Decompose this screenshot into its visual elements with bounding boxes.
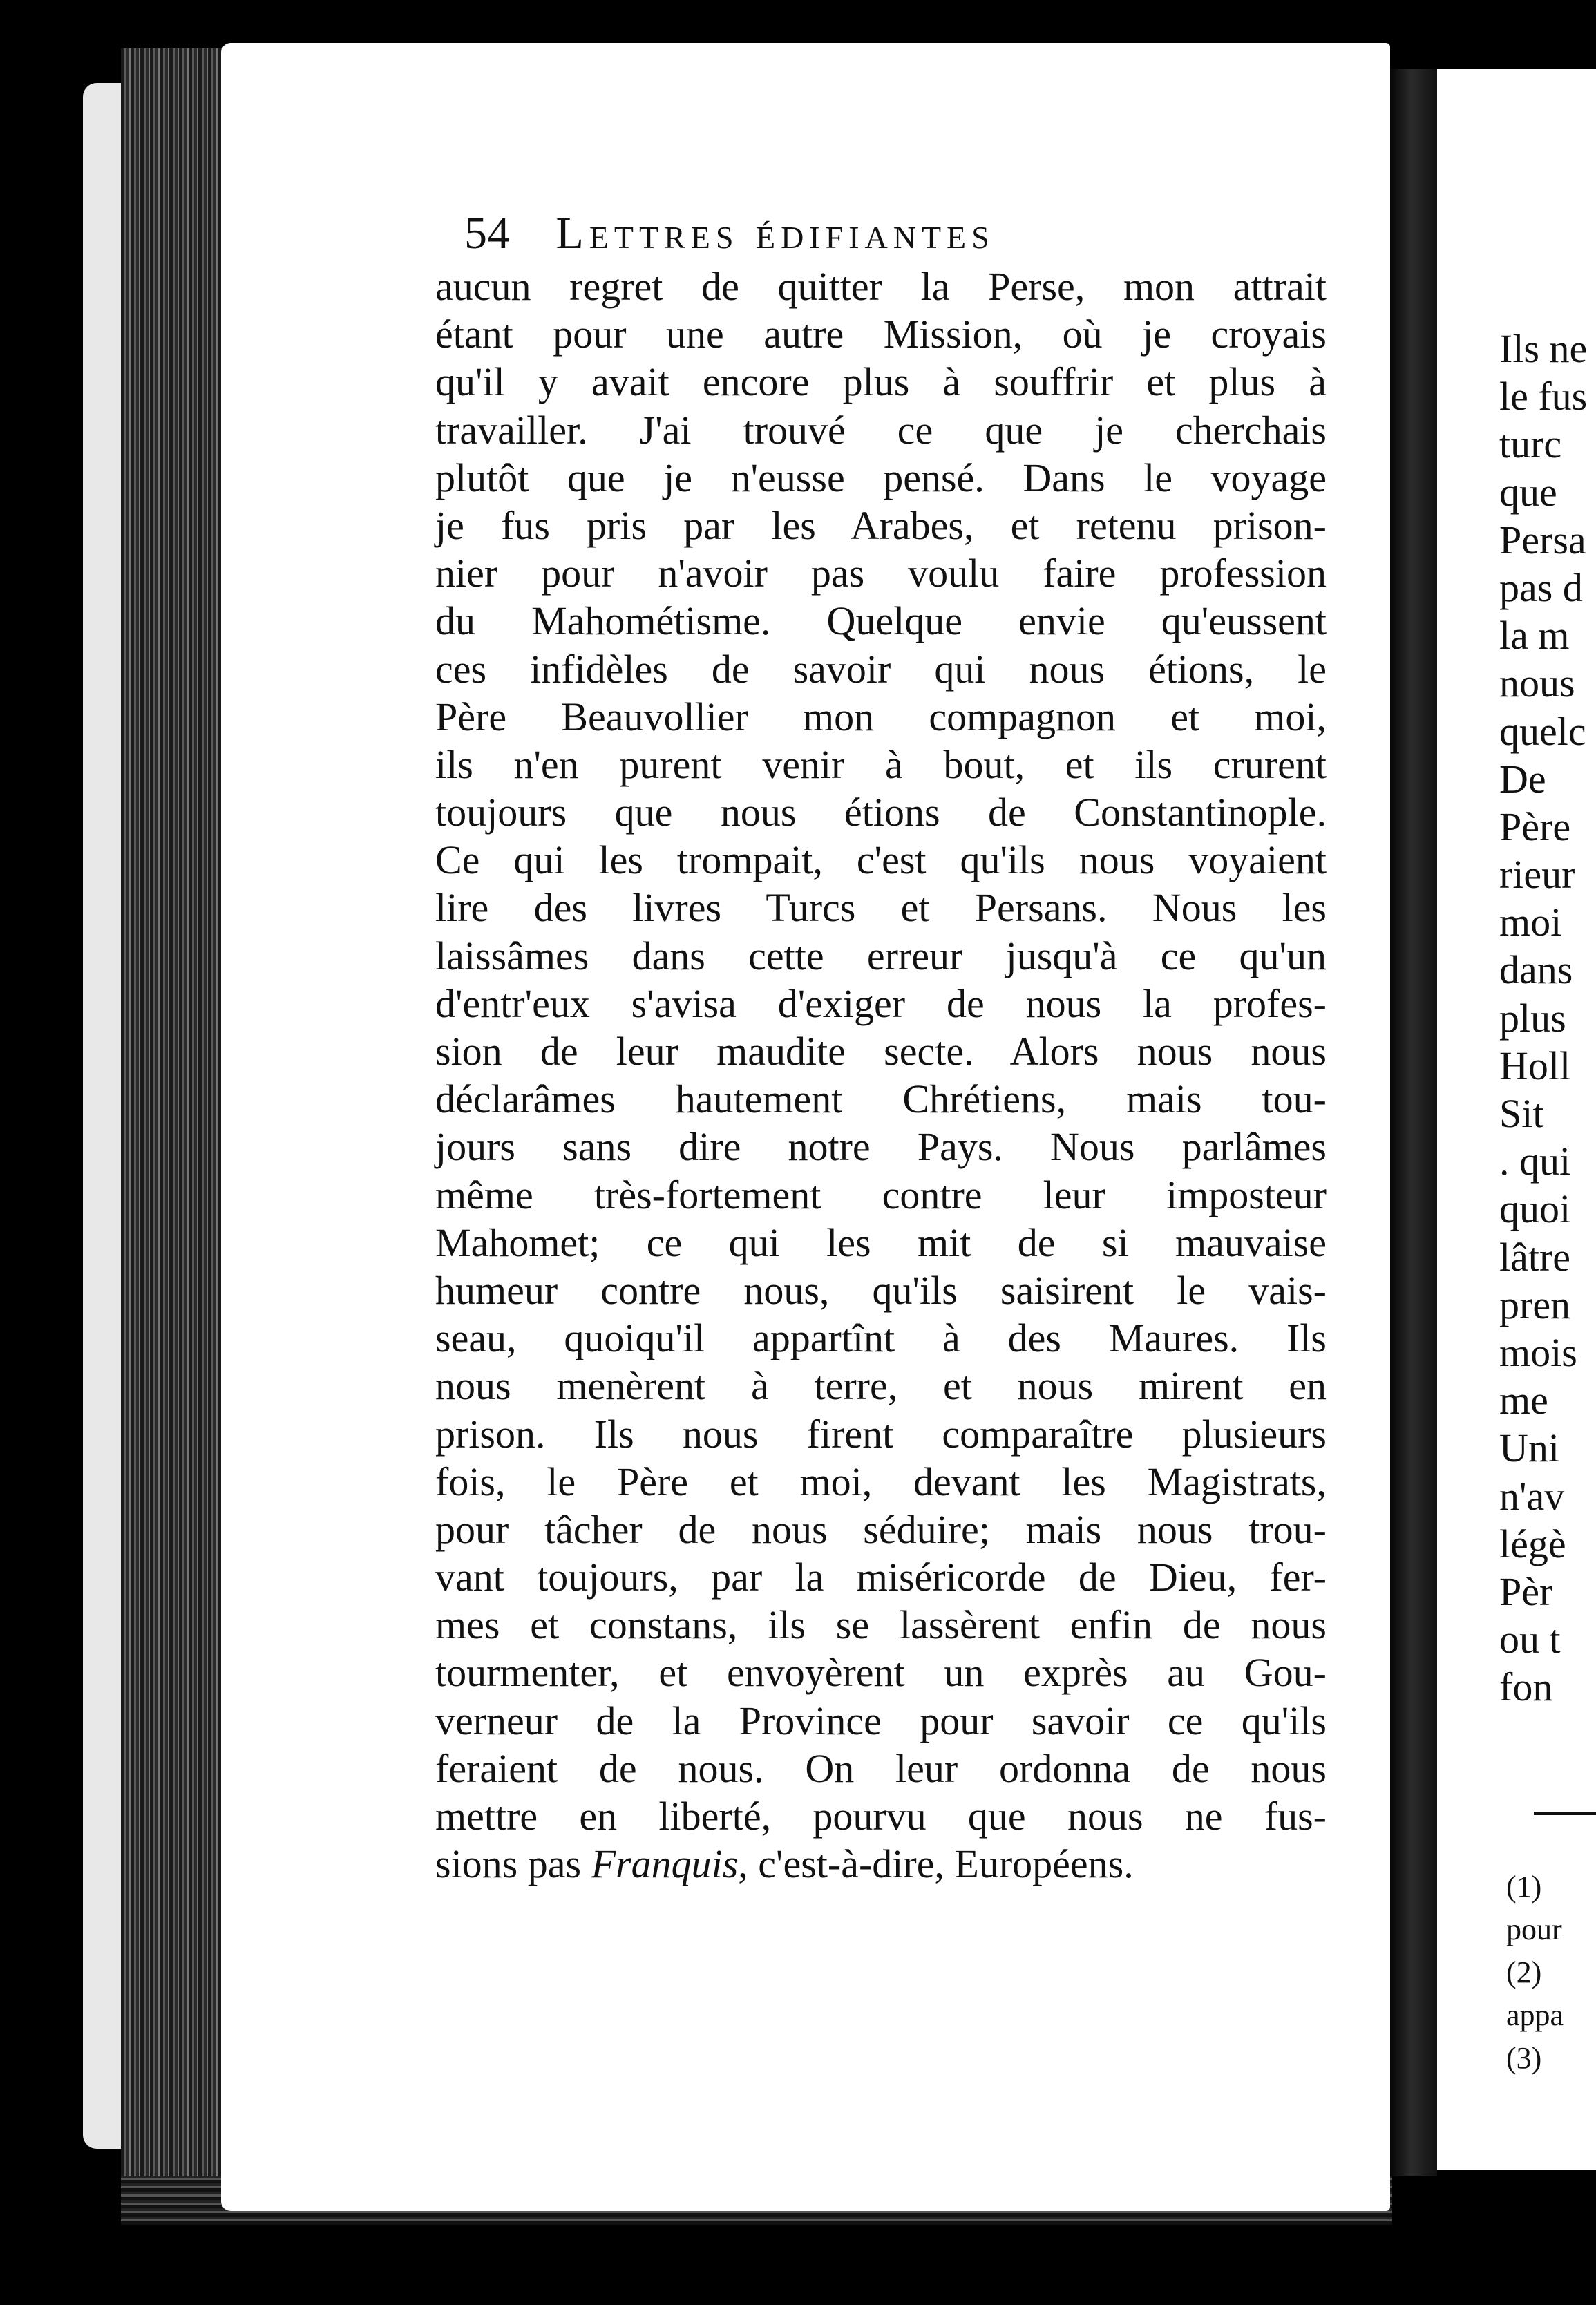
text-segment: sions pas (435, 1841, 582, 1887)
text-line: Persa (1499, 517, 1586, 562)
text-line: le fus (1499, 374, 1588, 419)
text-line: ces infidèles de savoir qui nous étions, le (435, 646, 1327, 692)
italic-word: Franquis (591, 1841, 739, 1887)
text-line: étant pour une autre Mission, où je croyais (435, 312, 1327, 357)
text-line: feraient de nous. On leur ordonna de nous (435, 1745, 1327, 1791)
text-line: . qui (1499, 1139, 1571, 1184)
page-header (464, 207, 995, 269)
text-line: moi (1499, 900, 1562, 945)
text-line: Holl (1499, 1043, 1571, 1088)
text-line: Ils ne (1499, 326, 1588, 371)
body-text (435, 263, 1327, 1888)
text-line: vant toujours, par la miséricorde de Dieu, fer- (435, 1555, 1327, 1600)
text-line: ils n'en purent venir à bout, et ils crurent (435, 741, 1327, 787)
text-line: déclarâmes hautement Chrétiens, mais tou- (435, 1076, 1327, 1122)
text-line: pren (1499, 1282, 1571, 1327)
text-line: Sit (1499, 1091, 1544, 1136)
text-line: turc (1499, 421, 1562, 467)
text-line: plutôt que je n'eusse pensé. Dans le voyage (435, 455, 1327, 500)
text-line: fon (1499, 1664, 1553, 1710)
text-line: Mahomet; ce qui les mit de si mauvaise (435, 1220, 1327, 1265)
text-line: Ce qui les trompait, c'est qu'ils nous voyaient (435, 837, 1327, 883)
text-line: du Mahométisme. Quelque envie qu'eussent (435, 598, 1327, 644)
text-line: De (1499, 756, 1546, 801)
text-line: seau, quoiqu'il appartînt à des Maures. Ils (435, 1316, 1327, 1361)
text-line: quoi (1499, 1186, 1571, 1232)
text-line: plus (1499, 995, 1566, 1041)
text-line: n'av (1499, 1473, 1565, 1519)
text-line: qu'il y avait encore plus à souffrir et plus à (435, 359, 1327, 405)
right-page-text (1499, 325, 1587, 1711)
text-line: mes et constans, ils se lassèrent enfin de nous (435, 1602, 1327, 1648)
text-line: laissâmes dans cette erreur jusqu'à ce qu'un (435, 933, 1327, 978)
text-line: sion de leur maudite secte. Alors nous nous (435, 1029, 1327, 1074)
text-line: aucun regret de quitter la Perse, mon attrait (435, 264, 1327, 309)
text-line: quelc (1499, 708, 1586, 754)
text-line: la m (1499, 613, 1570, 658)
right-page (1437, 69, 1596, 2170)
right-page-footnotes (1506, 1866, 1564, 2080)
text-line: humeur contre nous, qu'ils saisirent le vais- (435, 1267, 1327, 1313)
text-line: lâtre (1499, 1234, 1571, 1280)
text-line: d'entr'eux s'avisa d'exiger de nous la profes- (435, 980, 1327, 1026)
text-line: prison. Ils nous firent comparaître plusieurs (435, 1411, 1327, 1457)
text-line: fois, le Père et moi, devant les Magistrats, (435, 1459, 1327, 1504)
text-line: Uni (1499, 1425, 1559, 1471)
text-line: me (1499, 1378, 1548, 1423)
text-line: même très-fortement contre leur imposteur (435, 1172, 1327, 1217)
text-line: verneur de la Province pour savoir ce qu'ils (435, 1698, 1327, 1743)
text-line: je fus pris par les Arabes, et retenu prison- (435, 502, 1327, 548)
text-line: toujours que nous étions de Constantinople. (435, 790, 1327, 835)
text-line-last (435, 1840, 1327, 1888)
text-line: mettre en liberté, pourvu que nous ne fus- (435, 1794, 1327, 1839)
footnote-line: (3) (1506, 2041, 1542, 2075)
text-line: légè (1499, 1521, 1566, 1566)
text-line: que (1499, 469, 1557, 515)
page-number: 54 (464, 208, 510, 258)
book-gutter (1390, 69, 1437, 2176)
footnote-rule (1534, 1812, 1596, 1815)
text-line: tourmenter, et envoyèrent un exprès au Gou- (435, 1650, 1327, 1696)
text-line: Pèr (1499, 1568, 1553, 1614)
text-line: pas d (1499, 565, 1583, 610)
text-line: Père Beauvollier mon compagnon et moi, (435, 694, 1327, 739)
text-line: ou t (1499, 1617, 1561, 1662)
book-cover-edge (83, 83, 124, 2149)
text-line: Père (1499, 804, 1571, 849)
footnote-line: (1) (1506, 1870, 1542, 1904)
text-line: nier pour n'avoir pas voulu faire profession (435, 551, 1327, 596)
text-line: nous (1499, 661, 1575, 706)
text-line: lire des livres Turcs et Persans. Nous les (435, 885, 1327, 931)
text-line: rieur (1499, 852, 1575, 898)
text-line: jours sans dire notre Pays. Nous parlâmes (435, 1124, 1327, 1170)
footnote-line: (2) (1506, 1955, 1542, 1989)
text-line: mois (1499, 1329, 1577, 1375)
text-line: dans (1499, 947, 1573, 993)
text-line: pour tâcher de nous séduire; mais nous trou- (435, 1506, 1327, 1552)
footnote-line: appa (1506, 1998, 1564, 2032)
running-title: Lettres édifiantes (555, 208, 995, 258)
text-line: nous menèrent à terre, et nous mirent en (435, 1363, 1327, 1409)
text-line: travailler. J'ai trouvé ce que je cherchais (435, 407, 1327, 453)
footnote-line: pour (1506, 1913, 1562, 1946)
text-segment: , c'est-à-dire, Européens. (738, 1841, 1134, 1887)
